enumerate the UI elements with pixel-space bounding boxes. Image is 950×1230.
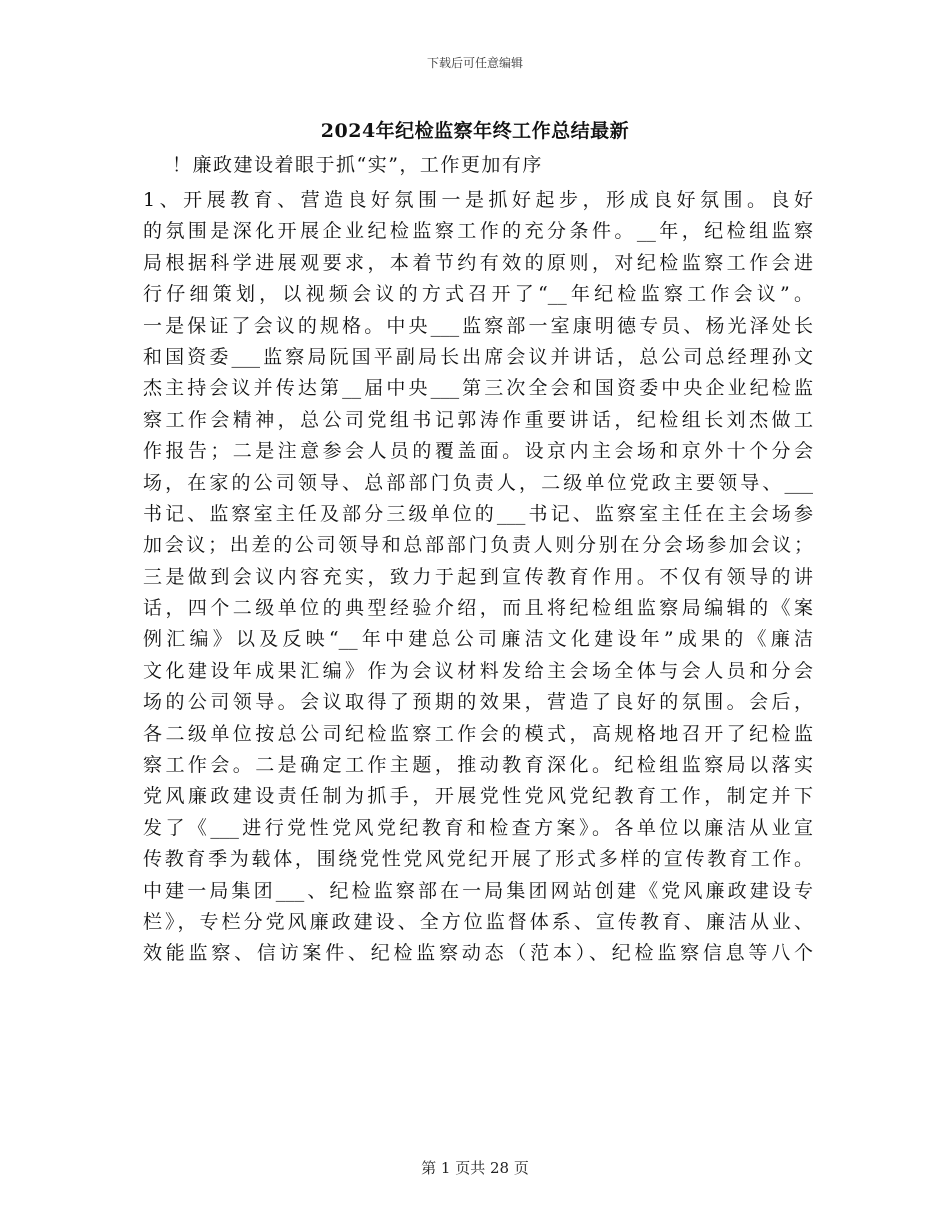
text-line: 发了《___进行党性党风党纪教育和检查方案》。各单位以廉洁从业宣: [143, 816, 813, 839]
text-line: 场的公司领导。会议取得了预期的效果，营造了良好的氛围。会后，: [143, 691, 813, 714]
text-line: 文化建设年成果汇编》作为会议材料发给主会场全体与会人员和分会: [143, 659, 813, 682]
text-line: 党风廉政建设责任制为抓手，开展党性党风党纪教育工作，制定并下: [143, 785, 813, 808]
text-line: 传教育季为载体，围绕党性党风党纪开展了形式多样的宣传教育工作。: [143, 848, 813, 871]
text-line: 1、开展教育、营造良好氛围一是抓好起步，形成良好氛围。良好: [143, 189, 813, 211]
text-line: 书记、监察室主任及部分三级单位的___书记、监察室主任在主会场参: [143, 502, 813, 525]
text-line: 的氛围是深化开展企业纪检监察工作的充分条件。__年，纪检组监察: [143, 220, 813, 243]
body-paragraph: [143, 185, 813, 970]
text-line: 和国资委___监察局阮国平副局长出席会议并讲话，总公司总经理孙文: [143, 345, 813, 368]
text-line: 行仔细策划，以视频会议的方式召开了“__年纪检监察工作会议”。: [143, 283, 813, 306]
header-note: 下载后可任意编辑: [426, 56, 523, 70]
text-line: 杰主持会议并传达第__届中央___第三次全会和国资委中央企业纪检监: [143, 377, 813, 400]
text-line: 加会议；出差的公司领导和总部部门负责人则分别在分会场参加会议；: [143, 534, 813, 557]
text-line: 话，四个二级单位的典型经验介绍，而且将纪检组监察局编辑的《案: [143, 597, 813, 620]
text-line: 场，在家的公司领导、总部部门负责人，二级单位党政主要领导、___: [143, 471, 813, 494]
text-line: 效能监察、信访案件、纪检监察动态（范本）、纪检监察信息等八个: [143, 942, 813, 965]
text-line: 例汇编》以及反映“__年中建总公司廉洁文化建设年”成果的《廉洁: [143, 628, 813, 651]
page-number: 第 1 页共 28 页: [421, 1159, 529, 1177]
text-line: 局根据科学进展观要求，本着节约有效的原则，对纪检监察工作会进: [143, 251, 813, 274]
text-line: 三是做到会议内容充实，致力于起到宣传教育作用。不仅有领导的讲: [143, 565, 813, 588]
text-line: 察工作会精神，总公司党组书记郭涛作重要讲话，纪检组长刘杰做工: [143, 408, 813, 431]
text-line: 察工作会。二是确定工作主题，推动教育深化。纪检组监察局以落实: [143, 754, 813, 777]
page-title: 2024年纪检监察年终工作总结最新: [320, 120, 630, 142]
text-line: 栏》，专栏分党风廉政建设、全方位监督体系、宣传教育、廉洁从业、: [143, 910, 813, 933]
text-line: 中建一局集团___、纪检监察部在一局集团网站创建《党风廉政建设专: [143, 879, 813, 902]
text-line: 作报告；二是注意参会人员的覆盖面。设京内主会场和京外十个分会: [143, 440, 813, 463]
text-line: 一是保证了会议的规格。中央___监察部一室康明德专员、杨光泽处长: [143, 314, 813, 337]
section-heading: ！廉政建设着眼于抓“实”，工作更加有序: [172, 154, 543, 176]
text-line: 各二级单位按总公司纪检监察工作会的模式，高规格地召开了纪检监: [143, 722, 813, 745]
